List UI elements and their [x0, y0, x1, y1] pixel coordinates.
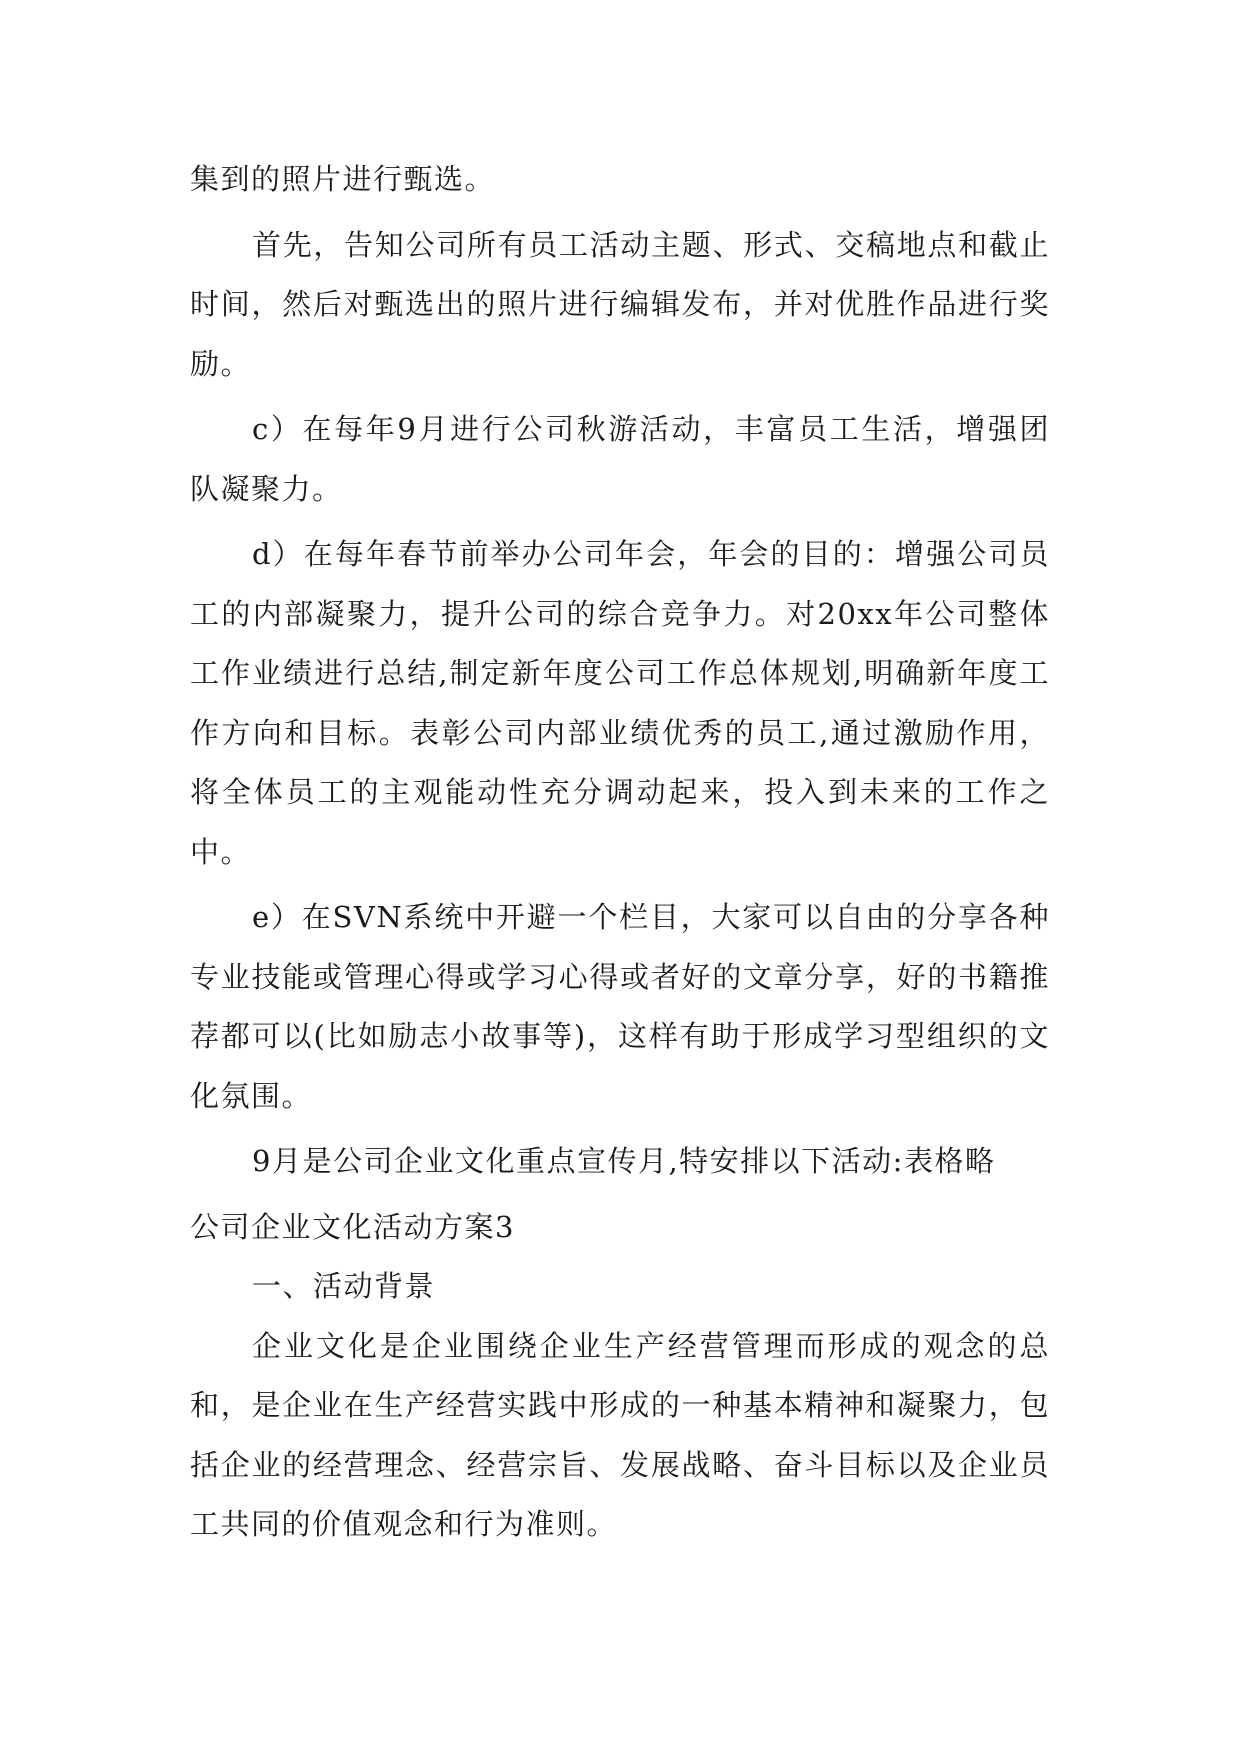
paragraph-item-e: e）在SVN系统中开避一个栏目，大家可以自由的分享各种专业技能或管理心得或学习心得或者好的文章分享，好的书籍推荐都可以(比如励志小故事等)，这样有助于形成学习型组织的文化氛围。 — [190, 900, 1050, 1113]
subsection-heading: 一、活动背景 — [252, 1269, 436, 1303]
paragraph-item-c: c）在每年9月进行公司秋游活动，丰富员工生活，增强团队凝聚力。 — [190, 412, 1050, 506]
paragraph-photo-selection-end: 集到的照片进行甄选。 — [190, 162, 496, 196]
document-page — [190, 150, 1050, 1555]
paragraph-september-note: 9月是公司企业文化重点宣传月,特安排以下活动:表格略 — [252, 1144, 996, 1178]
section-title: 公司企业文化活动方案3 — [190, 1209, 515, 1244]
paragraph-first-notify: 首先，告知公司所有员工活动主题、形式、交稿地点和截止时间，然后对甄选出的照片进行编辑发布，并对优胜作品进行奖励。 — [190, 227, 1050, 381]
paragraph-item-d: d）在每年春节前举办公司年会，年会的目的：增强公司员工的内部凝聚力，提升公司的综合竞争力。对20xx年公司整体工作业绩进行总结,制定新年度公司工作总体规划,明确新年度工作方向和目标。表彰公司内部业绩优秀的员工,通过激励作用，将全体员工的主观能动性充分调动起来，投入到未来的工作之中。 — [190, 537, 1050, 869]
paragraph-background: 企业文化是企业围绕企业生产经营管理而形成的观念的总和，是企业在生产经营实践中形成的一种基本精神和凝聚力，包括企业的经营理念、经营宗旨、发展战略、奋斗目标以及企业员工共同的价值观念和行为准则。 — [190, 1328, 1050, 1541]
